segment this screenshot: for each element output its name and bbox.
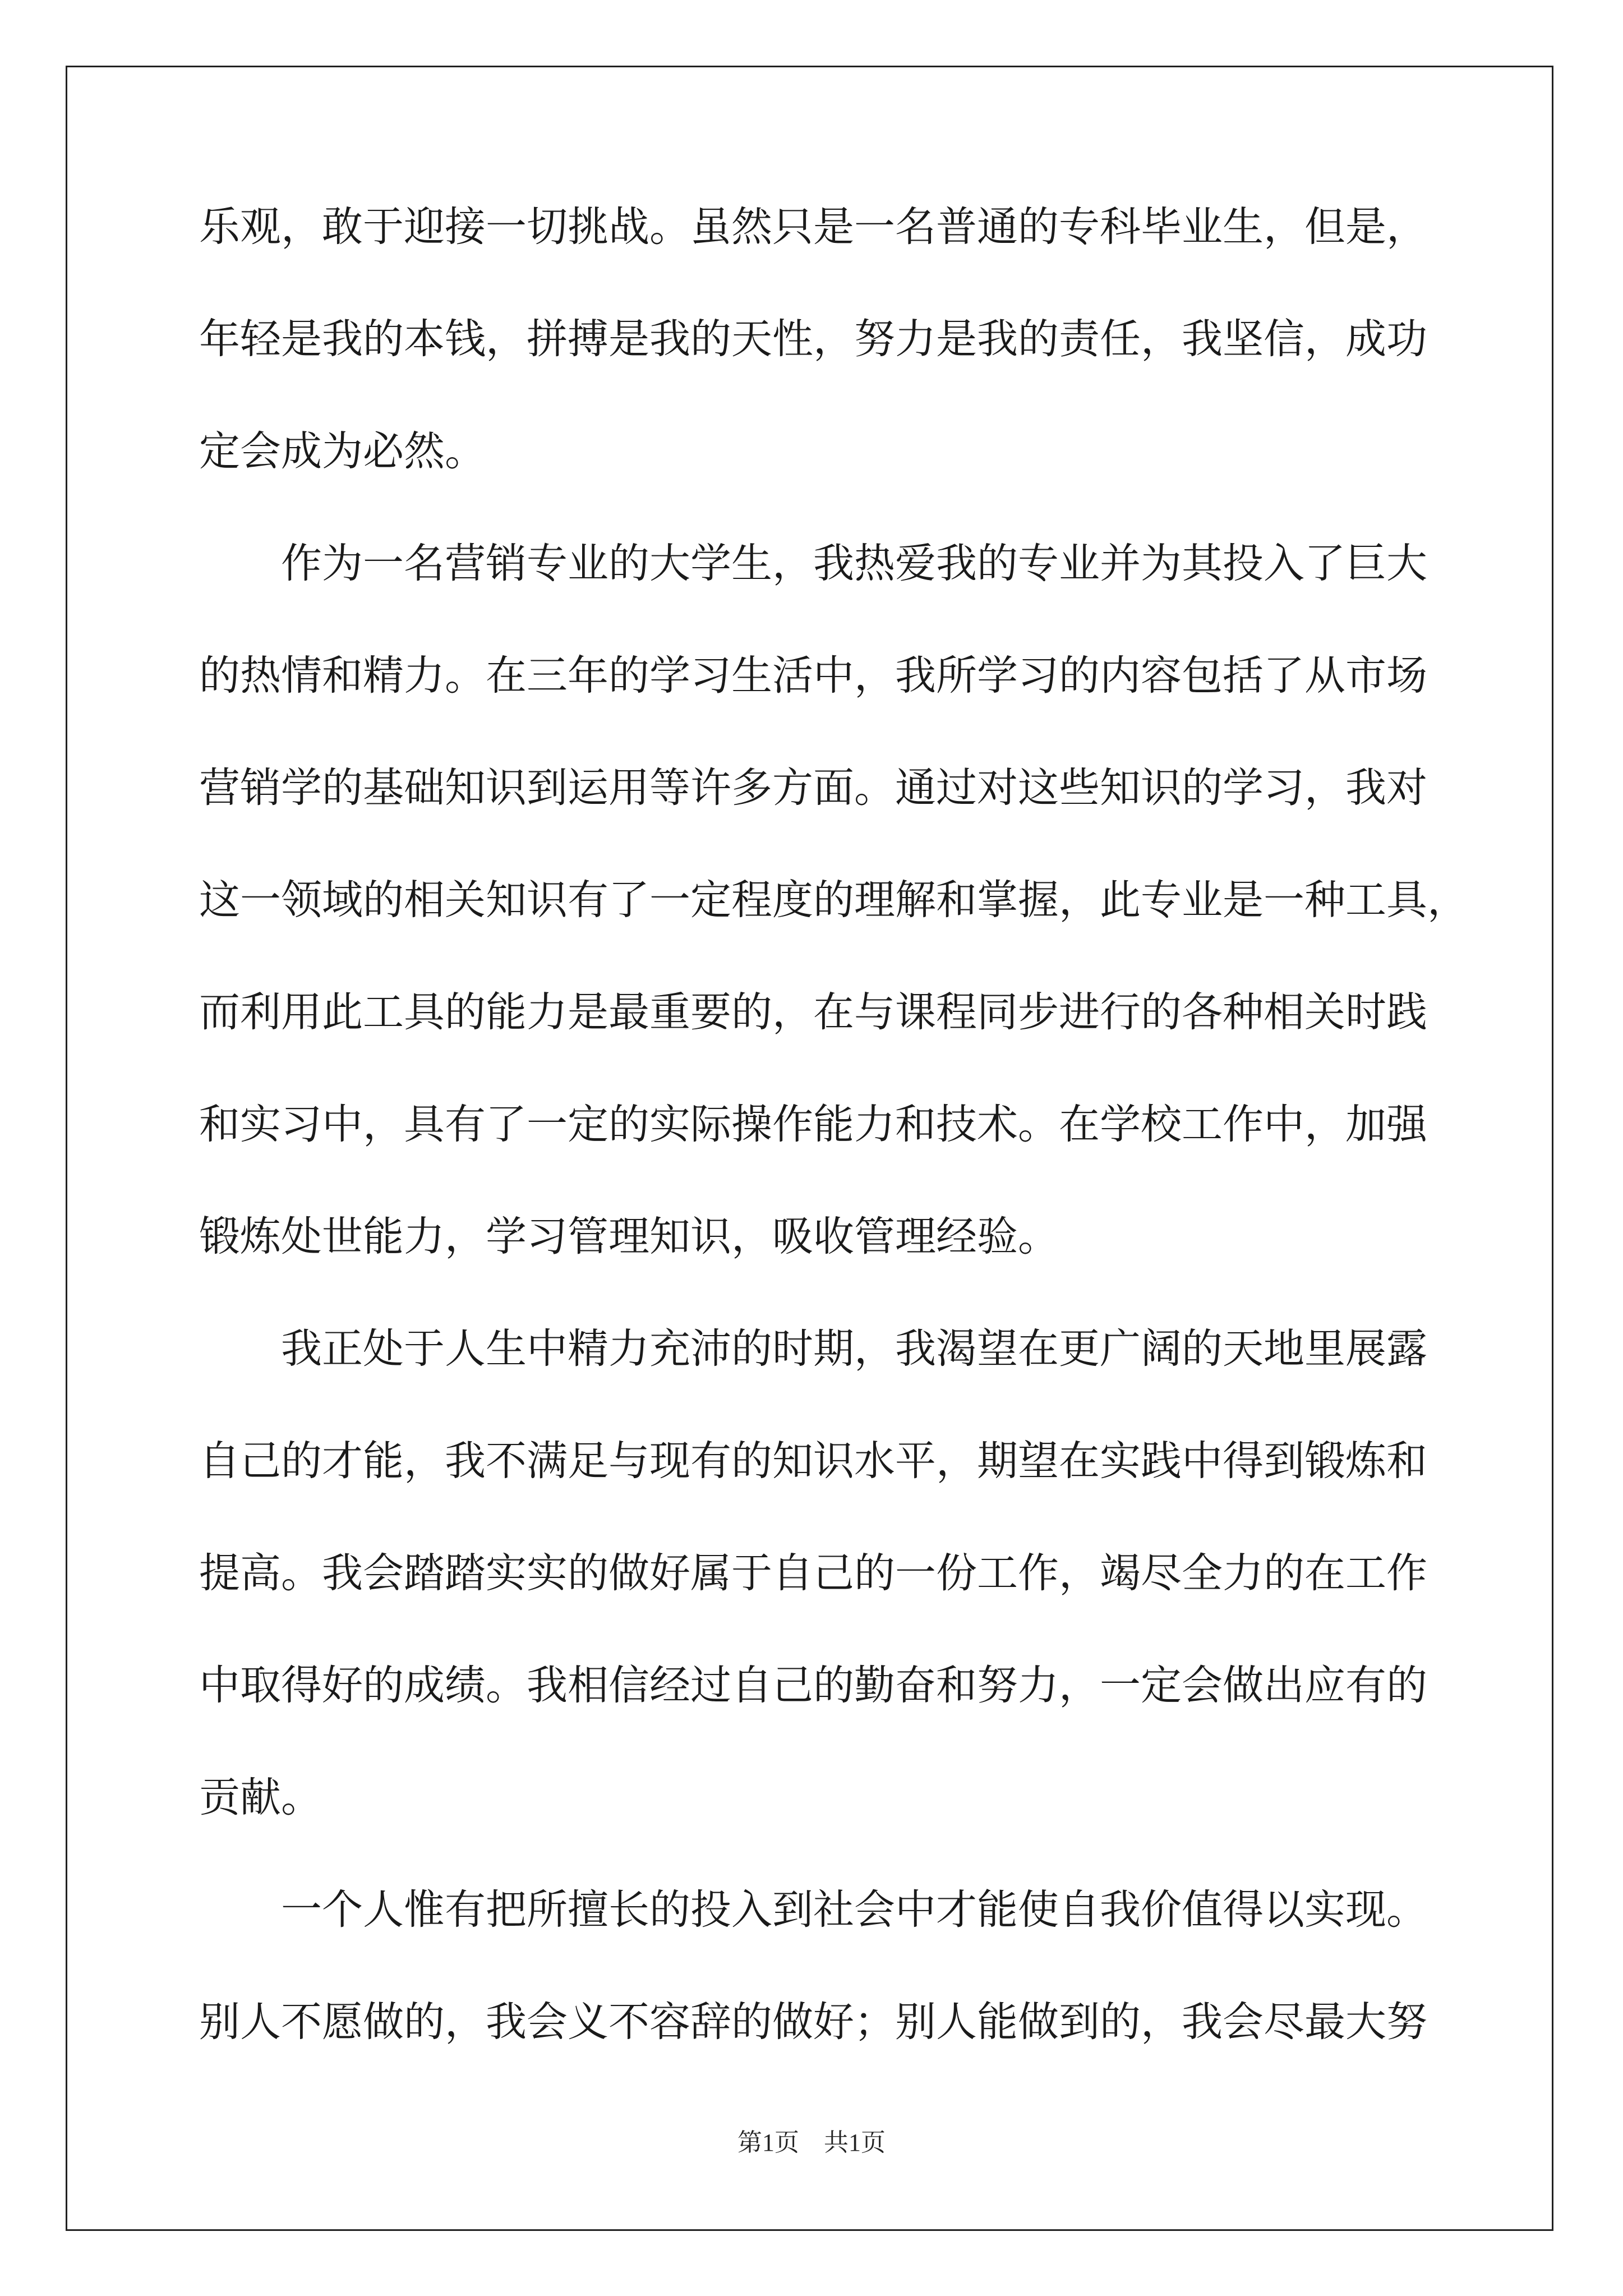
text-line: 自己的才能，我不满足与现有的知识水平，期望在实践中得到锻炼和 [199, 1437, 1427, 1485]
text-line: 年轻是我的本钱，拼搏是我的天性，努力是我的责任，我坚信，成功 [199, 315, 1427, 363]
text-line: 和实习中，具有了一定的实际操作能力和技术。在学校工作中，加强 [199, 1101, 1427, 1148]
text-line: 营销学的基础知识到运用等许多方面。通过对这些知识的学习，我对 [199, 764, 1427, 812]
text-line: 我正处于人生中精力充沛的时期，我渴望在更广阔的天地里展露 [199, 1325, 1427, 1373]
text-line: 一个人惟有把所擅长的投入到社会中才能使自我价值得以实现。 [199, 1886, 1427, 1934]
text-line: 乐观，敢于迎接一切挑战。虽然只是一名普通的专科毕业生，但是， [199, 203, 1427, 251]
text-line: 提高。我会踏踏实实的做好属于自己的一份工作，竭尽全力的在工作 [199, 1549, 1427, 1597]
text-line: 锻炼处世能力，学习管理知识，吸收管理经验。 [199, 1213, 1059, 1260]
text-line: 而利用此工具的能力是最重要的，在与课程同步进行的各种相关时践 [199, 988, 1427, 1036]
text-line: 中取得好的成绩。我相信经过自己的勤奋和努力，一定会做出应有的 [199, 1662, 1427, 1709]
text-line: 别人不愿做的，我会义不容辞的做好；别人能做到的，我会尽最大努 [199, 1998, 1427, 2046]
text-line: 这一领域的相关知识有了一定程度的理解和掌握，此专业是一种工具， [199, 876, 1468, 924]
text-line: 定会成为必然。 [199, 427, 486, 475]
text-line: 作为一名营销专业的大学生，我热爱我的专业并为其投入了巨大 [199, 540, 1427, 587]
text-line: 贡献。 [199, 1774, 322, 1821]
page-footer: 第1页 共1页 [737, 2129, 886, 2156]
text-line: 的热情和精力。在三年的学习生活中，我所学习的内容包括了从市场 [199, 652, 1427, 700]
